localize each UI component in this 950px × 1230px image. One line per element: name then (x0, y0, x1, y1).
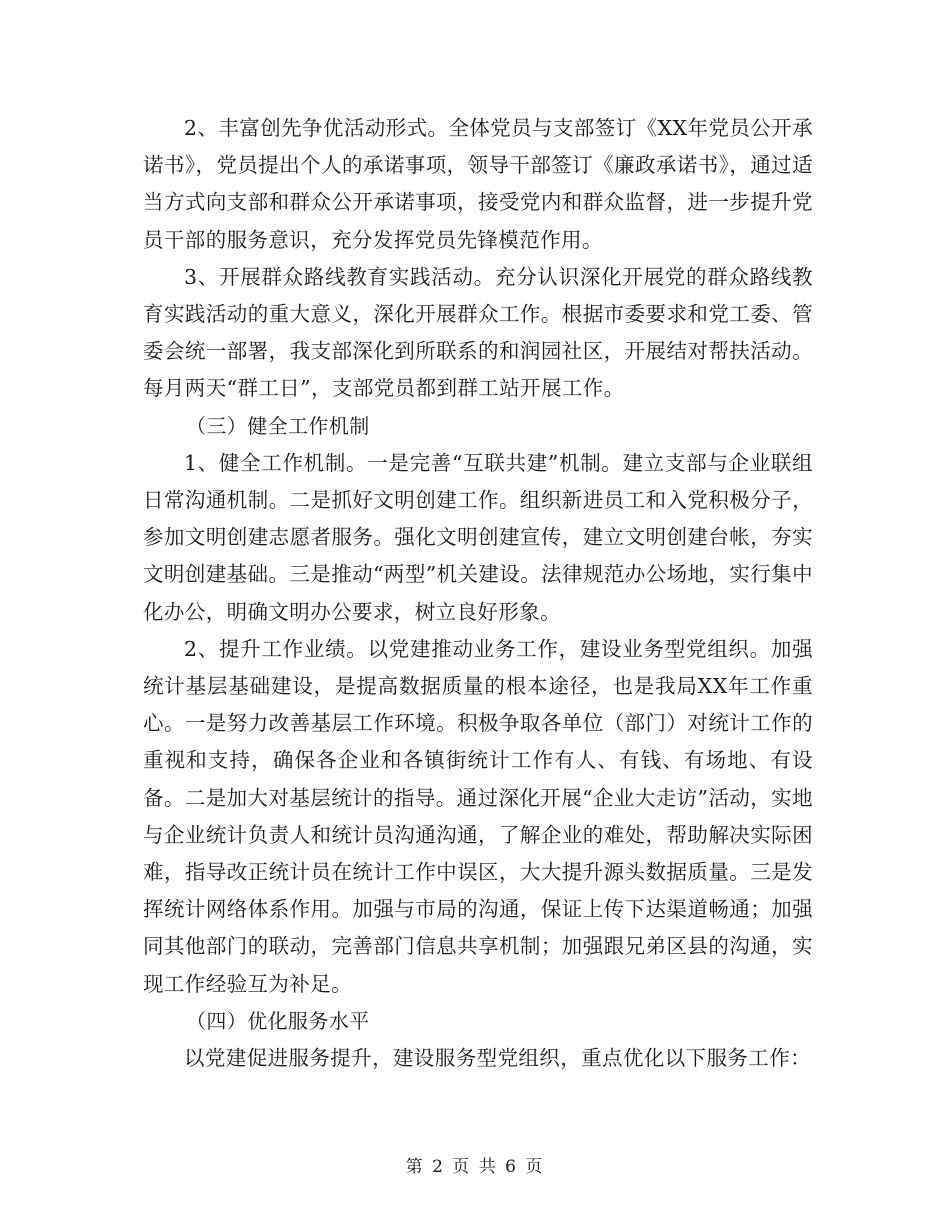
section-heading-work-mechanism: （三）健全工作机制 (186, 413, 370, 438)
paragraph-improve-performance: 2、提升工作业绩。以党建推动业务工作，建设业务型党组织。加强统计基层基础建设，是提高数据质量的根本途径，也是我局XX年工作重心。一是努力改善基层工作环境。积极争取各单位（部门）对统计工作的重视和支持，确保各企业和各镇街统计工作有人、有钱、有场地、有设备。二是加大对基层统计的指导。通过深化开展“企业大走访”活动，实地与企业统计负责人和统计员沟通沟通，了解企业的难处，帮助解决实际困难，指导改正统计员在统计工作中误区，大大提升源头数据质量。三是发挥统计网络体系作用。加强与市局的沟通，保证上传下达渠道畅通；加强同其他部门的联动，完善部门信息共享机制；加强跟兄弟区县的沟通，实现工作经验互为补足。 (143, 636, 813, 996)
paragraph-mass-line-education: 3、开展群众路线教育实践活动。充分认识深化开展党的群众路线教育实践活动的重大意义，深化开展群众工作。根据市委要求和党工委、管委会统一部署，我支部深化到所联系的和润园社区，开展结对帮扶活动。每月两天“群工日”，支部党员都到群工站开展工作。 (143, 264, 813, 401)
page-number-footer: 第 2 页 共 6 页 (405, 1157, 545, 1177)
section-heading-service-level: （四）优化服务水平 (186, 1008, 370, 1033)
document-body (143, 110, 813, 1077)
paragraph-service-improvement: 以党建促进服务提升，建设服务型党组织，重点优化以下服务工作： (184, 1046, 811, 1071)
paragraph-improve-mechanism: 1、健全工作机制。一是完善“互联共建”机制。建立支部与企业联组日常沟通机制。二是抓好文明创建工作。组织新进员工和入党积极分子，参加文明创建志愿者服务。强化文明创建宣传，建立文明创建台帐，夯实文明创建基础。三是推动“两型”机关建设。法律规范办公场地，实行集中化办公，明确文明办公要求，树立良好形象。 (143, 450, 813, 624)
paragraph-enrich-activities: 2、丰富创先争优活动形式。全体党员与支部签订《XX年党员公开承诺书》，党员提出个人的承诺事项，领导干部签订《廉政承诺书》，通过适当方式向支部和群众公开承诺事项，接受党内和群众监督，进一步提升党员干部的服务意识，充分发挥党员先锋模范作用。 (143, 116, 813, 252)
